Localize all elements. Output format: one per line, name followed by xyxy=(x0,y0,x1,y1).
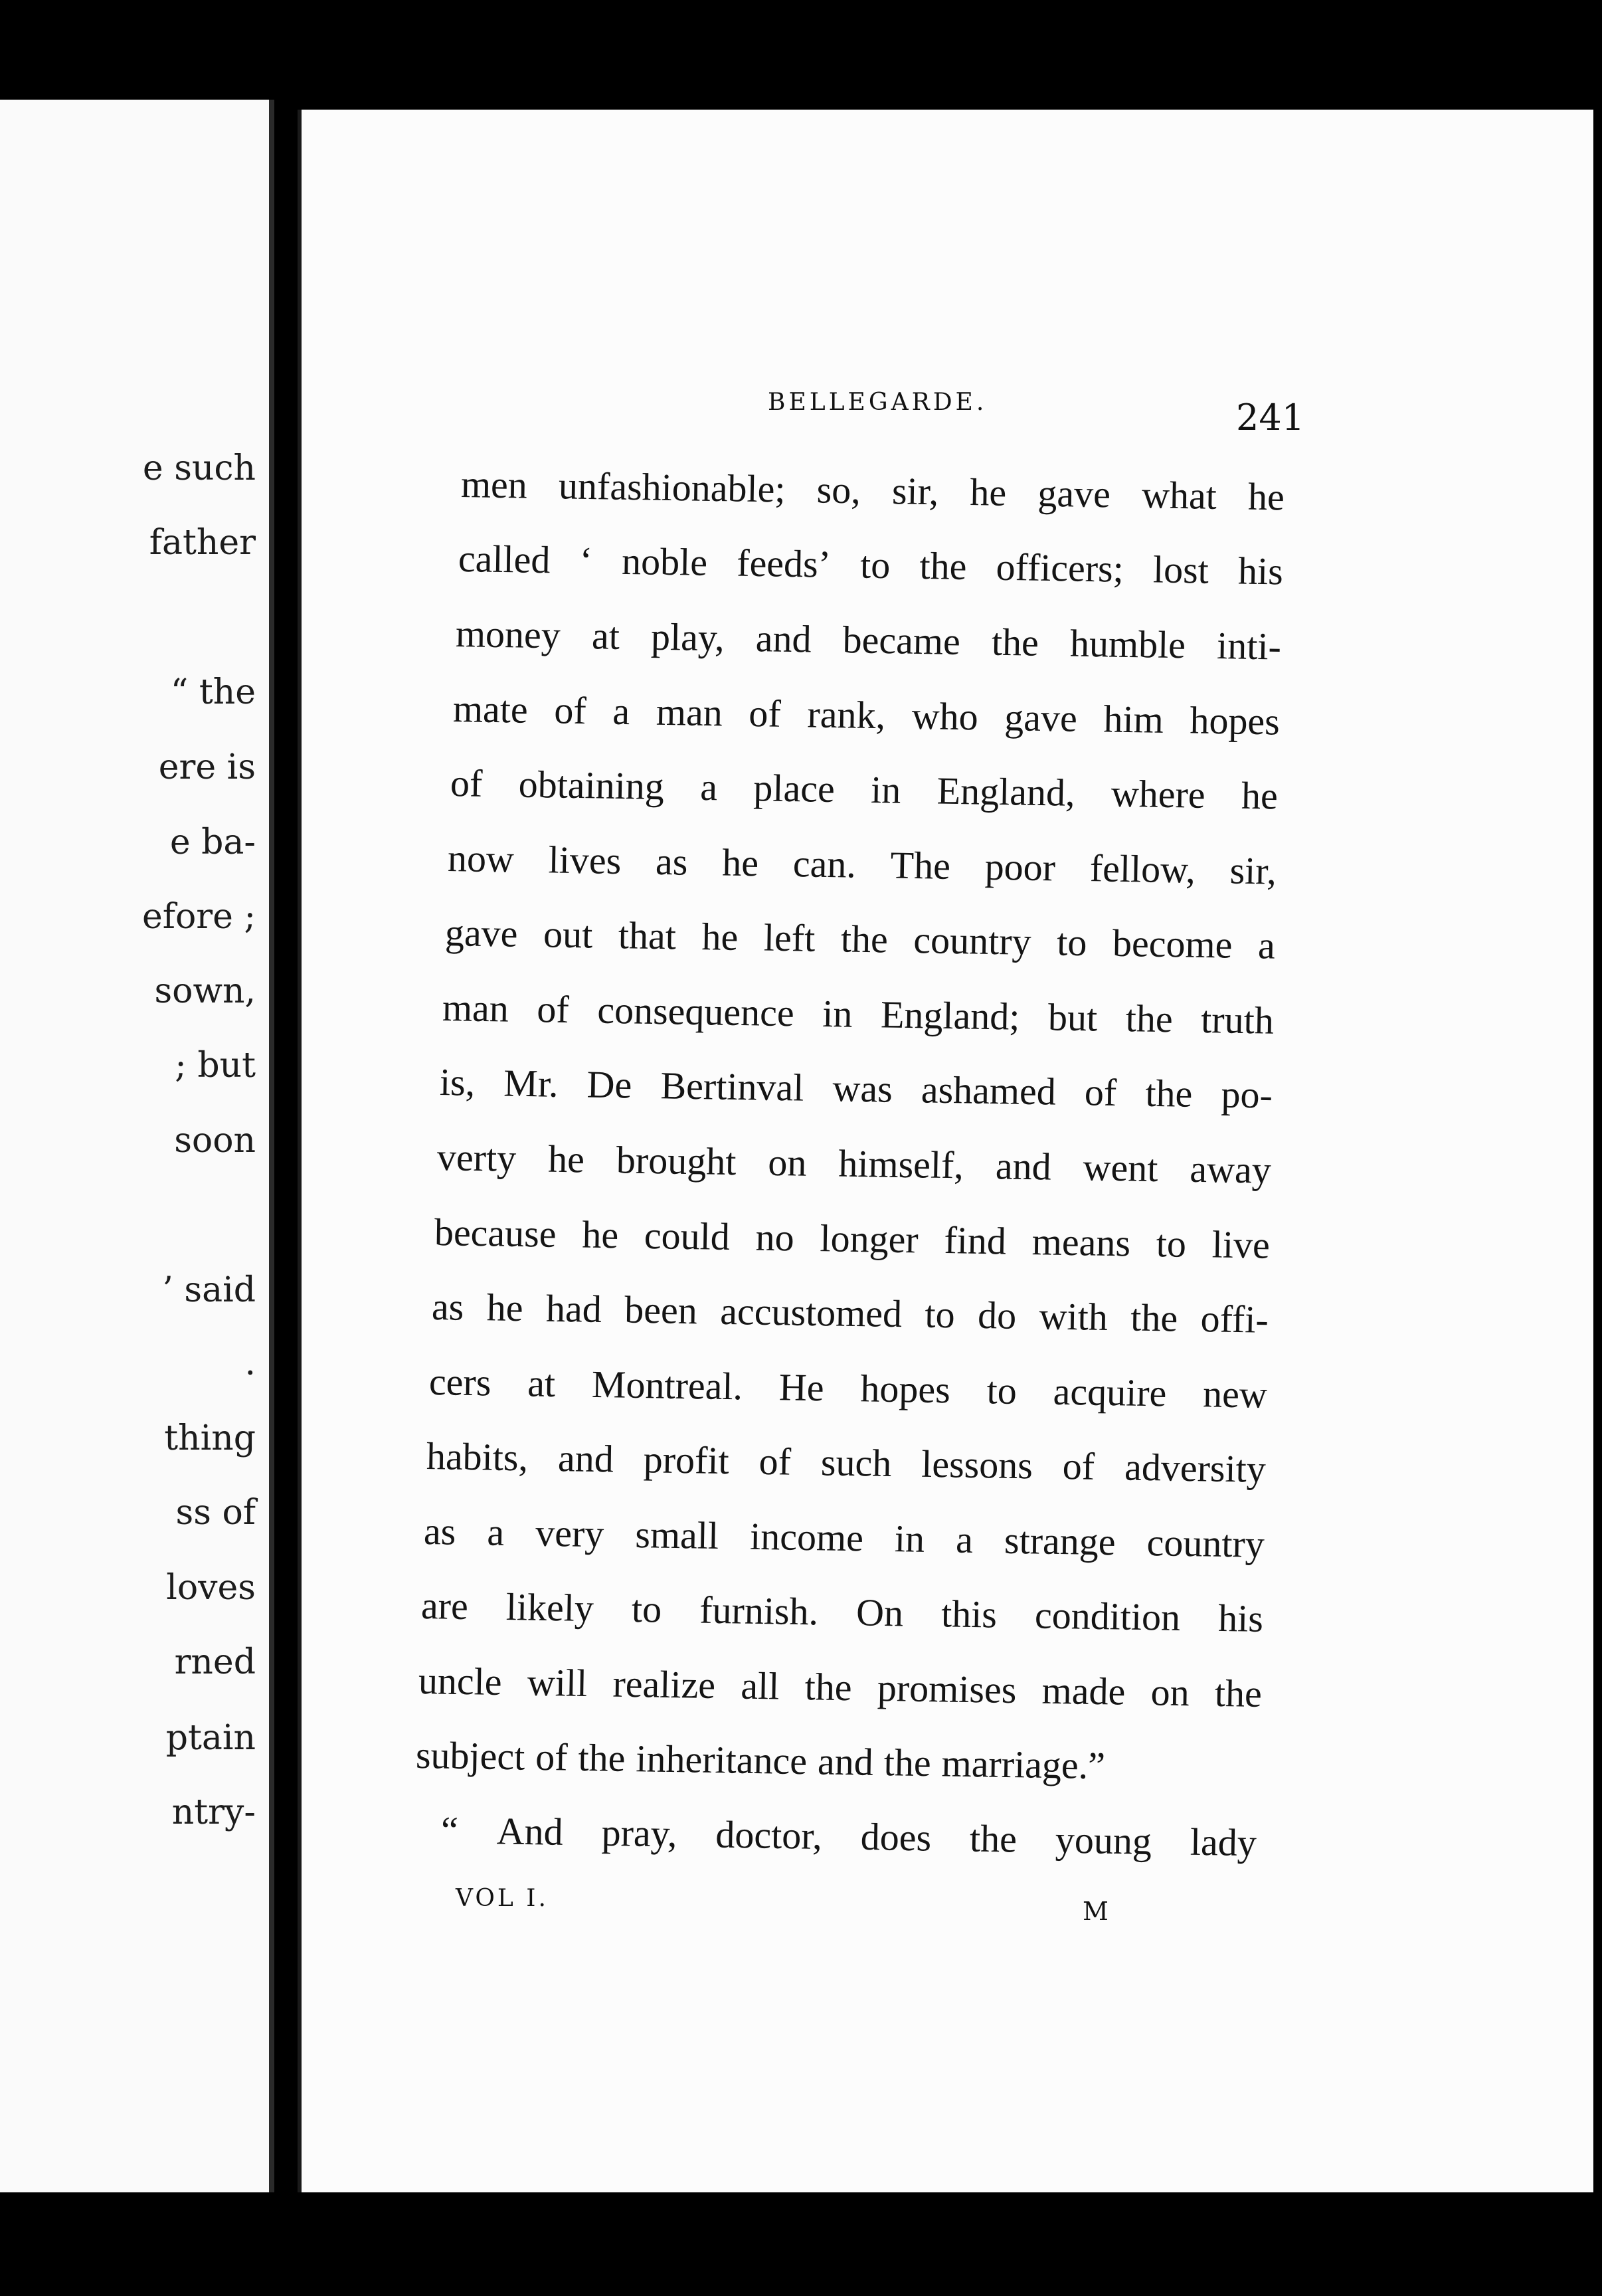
word: made xyxy=(1041,1668,1126,1713)
left-page-fragment: ; but xyxy=(175,1046,256,1086)
word: adversity xyxy=(1124,1445,1267,1491)
word: truth xyxy=(1200,997,1275,1042)
word: the xyxy=(1125,997,1174,1041)
word: a xyxy=(1257,923,1276,967)
word: in xyxy=(894,1517,925,1561)
word: And xyxy=(496,1809,564,1854)
word: do xyxy=(977,1293,1017,1337)
word: become xyxy=(1112,921,1233,967)
word: fellow, xyxy=(1089,846,1196,892)
word: brought xyxy=(616,1138,737,1184)
text-line xyxy=(458,536,1283,594)
word: a xyxy=(612,689,630,733)
left-page-fragment: ntry- xyxy=(171,1792,256,1832)
text-line xyxy=(440,1808,1257,1865)
word: all xyxy=(740,1664,780,1708)
word: to xyxy=(859,543,891,587)
left-page-fragment: sown, xyxy=(154,971,256,1011)
word: had xyxy=(545,1286,602,1331)
text-line xyxy=(418,1658,1262,1716)
word: of xyxy=(535,1735,569,1779)
word: offi- xyxy=(1200,1297,1269,1341)
word: obtaining xyxy=(518,762,665,809)
left-page-fragment: e ba- xyxy=(169,822,256,862)
right-page xyxy=(298,110,1593,2192)
word: he xyxy=(581,1212,619,1257)
word: subject xyxy=(415,1733,525,1778)
word: habits, xyxy=(426,1434,529,1480)
word: he xyxy=(969,470,1007,514)
word: play, xyxy=(650,615,725,660)
left-page xyxy=(0,100,274,2192)
word: hopes xyxy=(859,1367,951,1412)
left-page-fragment: thing xyxy=(164,1418,256,1458)
word: ‘ xyxy=(579,538,593,583)
word: became xyxy=(842,618,961,663)
word: sir, xyxy=(891,469,939,514)
word: to xyxy=(1156,1222,1187,1266)
scan-border xyxy=(0,2192,1602,2296)
left-page-fragment: e such xyxy=(142,448,256,488)
word: he xyxy=(701,915,739,959)
word: of xyxy=(758,1439,792,1483)
word: and xyxy=(755,617,812,661)
word: noble xyxy=(621,539,708,584)
word: to xyxy=(925,1292,956,1337)
word: live xyxy=(1211,1222,1271,1267)
page-number: 241 xyxy=(1236,397,1305,438)
word: in xyxy=(870,767,901,812)
word: of xyxy=(1084,1070,1117,1115)
word: officers; xyxy=(996,545,1124,591)
word: in xyxy=(822,991,853,1036)
word: but xyxy=(1047,995,1098,1040)
word: hopes xyxy=(1189,698,1281,743)
word: feeds’ xyxy=(736,541,832,586)
left-page-fragment: soon xyxy=(174,1121,256,1161)
word: been xyxy=(624,1288,698,1333)
word: where xyxy=(1111,771,1206,816)
word: out xyxy=(543,912,593,957)
word: profit xyxy=(643,1438,730,1483)
word: he xyxy=(721,840,759,885)
word: men xyxy=(460,462,528,507)
word: lives xyxy=(548,838,622,883)
left-page-fragment: “ the xyxy=(170,672,256,712)
word: he xyxy=(1241,773,1279,818)
word: the xyxy=(1144,1071,1193,1115)
word: man xyxy=(442,986,509,1030)
word: could xyxy=(644,1213,731,1258)
word: as xyxy=(655,839,688,884)
word: lessons xyxy=(921,1442,1033,1487)
word: condition xyxy=(1034,1593,1181,1639)
word: new xyxy=(1202,1372,1268,1416)
word: unfashionable; xyxy=(558,464,786,511)
word: accustomed xyxy=(719,1289,903,1336)
text-line xyxy=(423,1509,1265,1567)
text-line xyxy=(447,836,1277,894)
word: inheritance xyxy=(635,1737,808,1783)
word: poor xyxy=(984,844,1056,890)
word: is, xyxy=(439,1060,476,1104)
word: He xyxy=(778,1365,825,1410)
word: his xyxy=(1217,1596,1264,1640)
word: doctor, xyxy=(715,1812,823,1858)
text-line xyxy=(426,1434,1266,1491)
word: as xyxy=(423,1509,456,1553)
word: his xyxy=(1237,549,1284,593)
word: at xyxy=(527,1361,556,1405)
word: likely xyxy=(505,1585,594,1630)
word: a xyxy=(486,1510,505,1554)
word: “ xyxy=(440,1808,459,1852)
word: On xyxy=(855,1590,904,1635)
word: because xyxy=(434,1210,557,1256)
word: on xyxy=(767,1140,807,1185)
word: rank, xyxy=(807,692,886,737)
word: the xyxy=(883,1741,932,1785)
word: sir, xyxy=(1229,848,1277,893)
word: Montreal. xyxy=(591,1362,743,1408)
word: lost xyxy=(1152,547,1209,592)
word: the xyxy=(919,543,967,589)
word: left xyxy=(763,915,816,960)
word: to xyxy=(631,1586,662,1631)
word: no xyxy=(755,1215,795,1260)
word: of xyxy=(748,692,782,735)
text-line xyxy=(431,1284,1269,1342)
catchline: VOL I. xyxy=(456,1885,549,1912)
word: as xyxy=(431,1285,464,1329)
word: the xyxy=(804,1665,853,1709)
word: to xyxy=(986,1369,1018,1412)
word: a xyxy=(699,765,718,809)
word: the xyxy=(1130,1295,1178,1340)
text-line xyxy=(434,1210,1270,1268)
word: gave xyxy=(1004,696,1078,740)
left-page-fragment: father xyxy=(149,523,256,563)
word: pray, xyxy=(601,1810,677,1856)
text-line xyxy=(439,1060,1273,1117)
word: that xyxy=(618,913,677,958)
word: Mr. xyxy=(503,1061,559,1105)
word: Bertinval xyxy=(660,1064,804,1109)
word: realize xyxy=(612,1662,716,1707)
word: does xyxy=(860,1814,932,1860)
word: to xyxy=(1056,920,1087,965)
word: away xyxy=(1189,1147,1272,1192)
word: the xyxy=(991,620,1039,664)
word: of xyxy=(536,987,570,1031)
word: longer xyxy=(820,1216,919,1262)
signature-mark: M xyxy=(1083,1897,1109,1926)
word: De xyxy=(586,1062,632,1107)
left-page-fragment: efore ; xyxy=(141,897,256,937)
word: and xyxy=(995,1144,1052,1189)
word: country xyxy=(1146,1521,1265,1566)
word: strange xyxy=(1004,1518,1116,1564)
word: called xyxy=(458,537,551,582)
text-line xyxy=(450,761,1278,818)
text-line xyxy=(452,686,1280,744)
text-line xyxy=(415,1733,1261,1790)
word: and xyxy=(817,1739,874,1784)
word: gave xyxy=(444,911,518,955)
word: lady xyxy=(1190,1820,1257,1865)
text-line xyxy=(455,611,1281,669)
word: money xyxy=(455,612,561,657)
text-line xyxy=(436,1135,1271,1193)
left-page-fragment: ’ said xyxy=(162,1270,256,1310)
text-line xyxy=(442,985,1274,1043)
word: on xyxy=(1150,1670,1190,1715)
word: place xyxy=(753,766,836,811)
text-line xyxy=(420,1583,1263,1641)
text-line xyxy=(428,1359,1267,1417)
word: England; xyxy=(880,993,1020,1038)
left-page-fragment: ss of xyxy=(175,1493,256,1533)
word: now xyxy=(447,836,515,881)
word: uncle xyxy=(418,1659,503,1703)
word: marriage.” xyxy=(941,1741,1106,1788)
word: country xyxy=(913,918,1032,963)
left-page-fragment: ere is xyxy=(158,747,256,787)
word: inti- xyxy=(1216,624,1282,668)
word: the xyxy=(578,1735,626,1780)
left-page-fragment: . xyxy=(244,1343,256,1383)
word: cers xyxy=(428,1360,491,1404)
text-line xyxy=(460,462,1285,519)
word: he xyxy=(486,1286,524,1330)
word: was xyxy=(832,1066,893,1111)
word: means xyxy=(1031,1220,1131,1265)
word: of xyxy=(553,688,587,733)
word: at xyxy=(591,614,620,658)
word: The xyxy=(890,843,951,888)
word: so, xyxy=(816,468,861,512)
word: young xyxy=(1055,1818,1152,1863)
word: what xyxy=(1141,473,1217,518)
word: himself, xyxy=(838,1141,964,1187)
word: went xyxy=(1083,1145,1158,1191)
word: he xyxy=(1247,474,1285,519)
word: who xyxy=(911,694,979,739)
word: gave xyxy=(1037,471,1111,516)
left-page-fragment: rned xyxy=(174,1642,256,1682)
running-head: BELLEGARDE. xyxy=(768,389,988,416)
word: he xyxy=(547,1137,585,1181)
word: of xyxy=(450,761,483,805)
word: humble xyxy=(1069,621,1186,667)
word: such xyxy=(820,1440,892,1485)
left-page-fragment: ptain xyxy=(165,1718,256,1758)
word: furnish. xyxy=(699,1588,819,1634)
word: and xyxy=(557,1436,614,1481)
word: ashamed xyxy=(921,1068,1057,1113)
word: will xyxy=(527,1660,588,1705)
word: the xyxy=(969,1816,1018,1861)
left-page-fragment: loves xyxy=(166,1568,256,1608)
word: very xyxy=(535,1511,604,1556)
word: income xyxy=(749,1514,864,1560)
word: can. xyxy=(792,842,857,886)
word: acquire xyxy=(1053,1369,1167,1415)
word: of xyxy=(1062,1444,1095,1488)
word: man xyxy=(656,690,723,735)
word: po- xyxy=(1221,1072,1273,1117)
body-text xyxy=(302,110,1593,2192)
word: promises xyxy=(877,1666,1017,1712)
word: find xyxy=(944,1218,1007,1263)
word: the xyxy=(1214,1671,1263,1715)
word: small xyxy=(634,1513,719,1557)
word: him xyxy=(1103,697,1164,741)
word: with xyxy=(1039,1294,1109,1339)
word: consequence xyxy=(596,988,795,1035)
word: mate xyxy=(452,687,529,731)
word: verty xyxy=(436,1135,517,1180)
word: are xyxy=(420,1584,469,1628)
text-line xyxy=(444,910,1275,968)
word: this xyxy=(940,1592,998,1636)
word: the xyxy=(840,917,889,961)
word: England, xyxy=(936,769,1076,814)
word: a xyxy=(955,1517,974,1561)
